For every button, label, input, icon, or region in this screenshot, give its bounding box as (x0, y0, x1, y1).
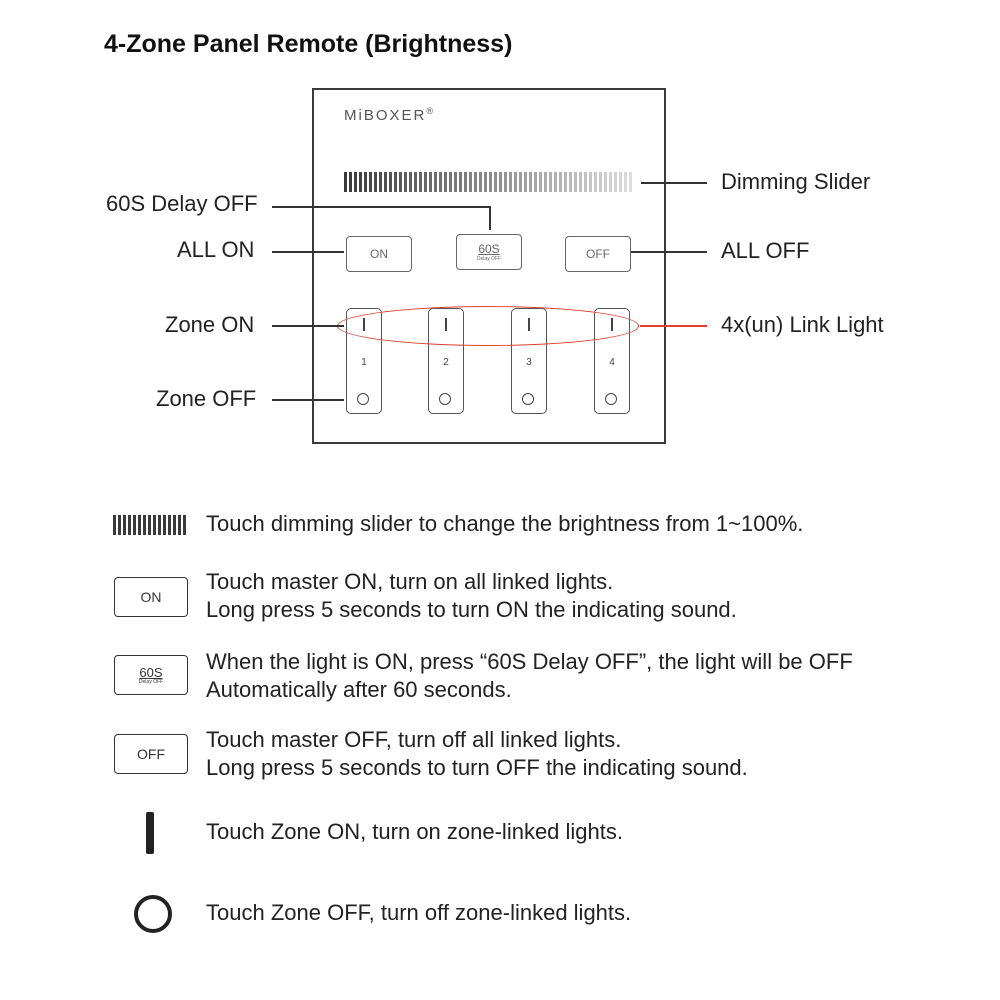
slider-tick (494, 172, 497, 192)
slider-tick (133, 515, 136, 535)
slider-tick (479, 172, 482, 192)
slider-tick (584, 172, 587, 192)
slider-tick (509, 172, 512, 192)
slider-tick (414, 172, 417, 192)
slider-tick (464, 172, 467, 192)
delay-button-label: 60S (478, 241, 500, 256)
legend-slider-icon (113, 515, 188, 535)
label-dimming-slider: Dimming Slider (721, 169, 871, 194)
slider-tick (128, 515, 131, 535)
slider-tick (474, 172, 477, 192)
all-off-leader-line (631, 251, 707, 253)
legend-zone-on-text: Touch Zone ON, turn on zone-linked lights. (206, 819, 624, 844)
legend-slider-text: Touch dimming slider to change the brightness from 1~100%. (206, 511, 804, 536)
slider-tick (514, 172, 517, 192)
label-link-light: 4x(un) Link Light (721, 312, 884, 337)
slider-tick (389, 172, 392, 192)
slider-tick (539, 172, 542, 192)
zone-off-icon[interactable] (522, 393, 534, 405)
label-zone-off: Zone OFF (156, 386, 257, 411)
slider-tick (364, 172, 367, 192)
slider-tick (163, 515, 166, 535)
zone-off-icon[interactable] (439, 393, 451, 405)
slider-tick (118, 515, 121, 535)
slider-tick (374, 172, 377, 192)
slider-tick (178, 515, 181, 535)
legend-delay-label: 60S (139, 664, 163, 680)
brand-logo: MiBOXER® (344, 106, 433, 124)
slider-tick (123, 515, 126, 535)
slider-tick (173, 515, 176, 535)
slider-tick (394, 172, 397, 192)
slider-tick (519, 172, 522, 192)
slider-tick (579, 172, 582, 192)
slider-tick (489, 172, 492, 192)
slider-tick (599, 172, 602, 192)
slider-tick (544, 172, 547, 192)
zone-off-icon[interactable] (357, 393, 369, 405)
slider-tick (168, 515, 171, 535)
delay-leader-line (272, 206, 490, 208)
delay-off-button[interactable] (456, 234, 522, 270)
zone-number: 1 (361, 357, 367, 368)
legend-zone-off-text: Touch Zone OFF, turn off zone-linked lights. (206, 900, 632, 925)
label-zone-on: Zone ON (165, 312, 255, 337)
slider-tick (549, 172, 552, 192)
legend-on-button-icon: ON (114, 577, 188, 617)
legend-delay-text-2: Automatically after 60 seconds. (206, 677, 512, 702)
slider-tick (614, 172, 617, 192)
link-light-highlight (337, 306, 639, 346)
slider-tick (609, 172, 612, 192)
zone-number: 3 (526, 357, 532, 368)
slider-tick (148, 515, 151, 535)
slider-tick (369, 172, 372, 192)
delay-button-sublabel: Delay OFF (476, 255, 502, 262)
slider-tick (619, 172, 622, 192)
legend-off-button-icon: OFF (114, 734, 188, 774)
slider-tick (594, 172, 597, 192)
link-light-leader-line (640, 325, 707, 327)
remote-panel (312, 88, 666, 444)
slider-tick (113, 515, 116, 535)
slider-tick (379, 172, 382, 192)
slider-tick (439, 172, 442, 192)
legend-delay-text-1: When the light is ON, press “60S Delay OFF”, the light will be OFF (206, 649, 853, 674)
legend-on-text-1: Touch master ON, turn on all linked lights. (206, 569, 614, 594)
slider-tick (569, 172, 572, 192)
slider-tick (404, 172, 407, 192)
label-all-on: ALL ON (177, 237, 255, 262)
slider-tick (138, 515, 141, 535)
slider-tick (604, 172, 607, 192)
slider-tick (354, 172, 357, 192)
slider-tick (574, 172, 577, 192)
slider-leader-line (641, 182, 707, 184)
slider-tick (359, 172, 362, 192)
slider-tick (419, 172, 422, 192)
slider-tick (349, 172, 352, 192)
slider-tick (469, 172, 472, 192)
slider-tick (183, 515, 186, 535)
slider-tick (384, 172, 387, 192)
slider-tick (559, 172, 562, 192)
slider-tick (534, 172, 537, 192)
label-delay-off: 60S Delay OFF (106, 191, 258, 216)
slider-tick (529, 172, 532, 192)
zone-off-icon (134, 895, 172, 933)
slider-tick (344, 172, 347, 192)
delay-leader-line-vertical (489, 206, 491, 230)
slider-tick (484, 172, 487, 192)
zone-on-leader-line (272, 325, 344, 327)
legend-off-text-2: Long press 5 seconds to turn OFF the indicating sound. (206, 755, 748, 780)
legend-off-text-1: Touch master OFF, turn off all linked lights. (206, 727, 622, 752)
all-off-button[interactable]: OFF (565, 236, 631, 272)
legend-delay-sublabel: Delay OFF (138, 678, 164, 685)
slider-tick (454, 172, 457, 192)
slider-tick (524, 172, 527, 192)
slider-tick (158, 515, 161, 535)
all-on-button[interactable]: ON (346, 236, 412, 272)
slider-tick (459, 172, 462, 192)
slider-tick (629, 172, 632, 192)
slider-tick (429, 172, 432, 192)
slider-tick (444, 172, 447, 192)
zone-number: 4 (609, 357, 615, 368)
page-title: 4-Zone Panel Remote (Brightness) (104, 30, 513, 58)
slider-tick (499, 172, 502, 192)
label-all-off: ALL OFF (721, 238, 810, 263)
slider-tick (153, 515, 156, 535)
dimming-slider[interactable] (344, 172, 634, 192)
slider-tick (399, 172, 402, 192)
zone-off-icon[interactable] (605, 393, 617, 405)
slider-tick (504, 172, 507, 192)
zone-on-icon (146, 812, 154, 854)
legend-delay-button-icon (114, 655, 188, 695)
slider-tick (564, 172, 567, 192)
zone-off-leader-line (272, 399, 344, 401)
all-on-leader-line (272, 251, 344, 253)
slider-tick (589, 172, 592, 192)
slider-tick (424, 172, 427, 192)
slider-tick (434, 172, 437, 192)
slider-tick (143, 515, 146, 535)
slider-tick (624, 172, 627, 192)
zone-number: 2 (443, 357, 449, 368)
slider-tick (449, 172, 452, 192)
slider-tick (554, 172, 557, 192)
slider-tick (409, 172, 412, 192)
legend-on-text-2: Long press 5 seconds to turn ON the indicating sound. (206, 597, 737, 622)
